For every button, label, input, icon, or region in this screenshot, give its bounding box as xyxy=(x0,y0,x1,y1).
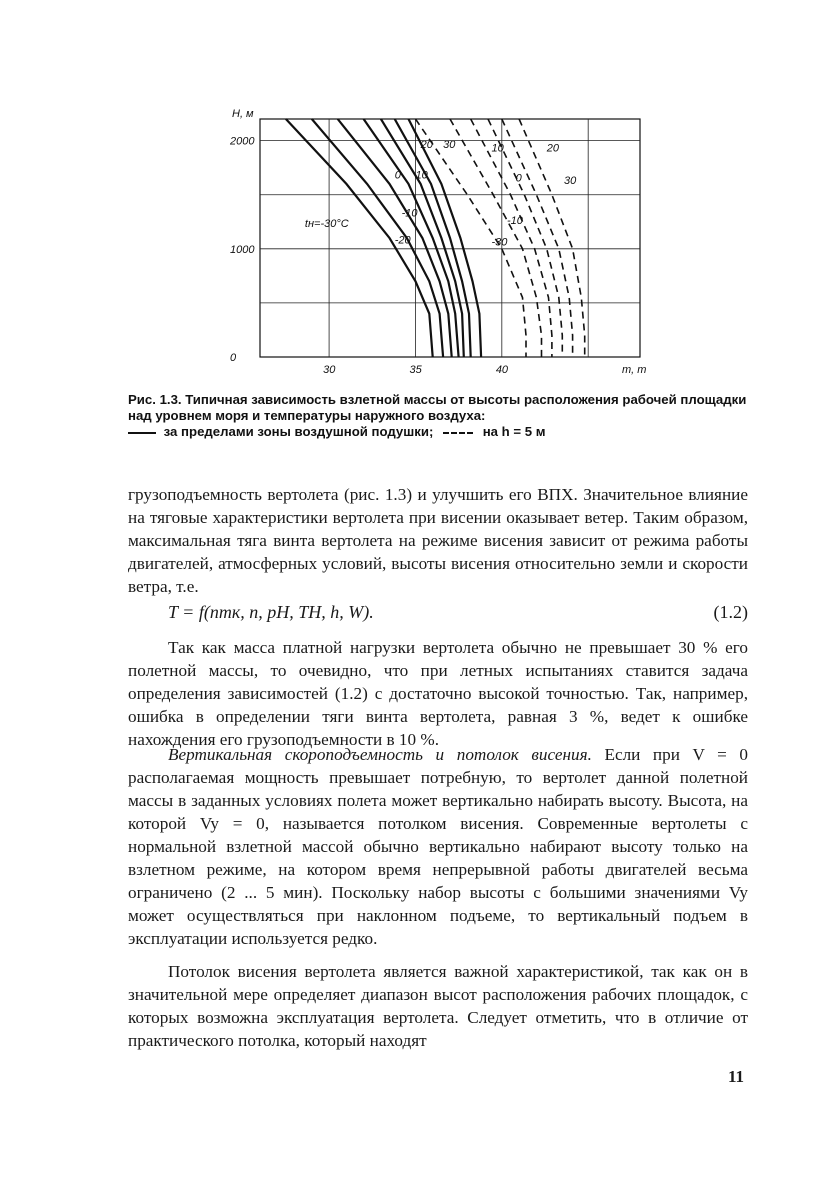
dashed-line-legend-icon xyxy=(443,432,473,434)
solid-line-legend-icon xyxy=(128,432,156,434)
paragraph-1-text: грузоподъемность вертолета (рис. 1.3) и улучшить его ВПХ. Значительное влияние на тяговые характеристики вертолета при висении оказывает ветер. Таким образом, максимальная тяга винта вертолета на режиме висения зависит от режима работы двигателей, атмосферных условий, высоты висения относительно земли и скорости ветра, т.е. xyxy=(128,485,748,596)
paragraph-1 xyxy=(128,483,748,598)
formula-number: (1.2) xyxy=(713,602,748,622)
curve-dashed-0 xyxy=(471,119,552,357)
x-tick-label: 30 xyxy=(323,364,336,376)
x-tick-label: 40 xyxy=(495,364,509,376)
formula-expression: T = f(nтк, n, pH, TH, h, W). xyxy=(168,602,374,622)
legend-solid-label: за пределами зоны воздушной подушки; xyxy=(163,424,434,439)
dashed-curve-label: -10 xyxy=(507,214,523,227)
paragraph-3-body xyxy=(128,743,748,950)
curve-dashed-20 xyxy=(502,119,573,357)
dashed-curve-label: -30 xyxy=(491,236,508,249)
solid-curve-label: -10 xyxy=(401,207,418,220)
solid-curve-label: 30 xyxy=(443,139,456,152)
chart-curves xyxy=(286,119,585,357)
y-tick-label: 0 xyxy=(230,352,237,364)
paragraph-3-text: Если при V = 0 располагаемая мощность превышает потребную, то вертолет данной полетной массы в заданных условиях полета может вертикально набирать высоту. Высота, на которой Vy = 0, называется потолком висения. Современные вертолеты с нормальной взлетной массой обычно вертикально набирают высоту только на взлетном режиме, на котором время непрерывной работы двигателей весьма ограничено (2 ... 5 мин). Поскольку набор высоты с большими значениями Vy может осуществляться при наклонном подъеме, то вертикальный подъем в эксплуатации используется редко. xyxy=(128,745,749,948)
x-tick-label: 35 xyxy=(409,364,422,376)
curve-solid--30 xyxy=(286,119,433,357)
y-axis-label: H, м xyxy=(232,108,254,120)
paragraph-2-text: Так как масса платной нагрузки вертолета обычно не превышает 30 % его полетной массы, то очевидно, что при летных испытаниях ставится задача определения зависимостей (1.2) с достаточно высокой точностью. Так, например, ошибка в определении тяги винта вертолета, равная 3 %, ведет к ошибке нахождения его грузоподъемности в 10 %. xyxy=(128,638,748,749)
solid-curve-label: 0 xyxy=(394,169,401,182)
curve-solid-0 xyxy=(364,119,459,357)
paragraph-3 xyxy=(128,743,748,950)
takeoff-mass-chart xyxy=(210,105,650,380)
y-tick-label: 1000 xyxy=(230,243,255,256)
paragraph-4 xyxy=(128,960,748,1052)
caption-title: Рис. 1.3. Типичная зависимость взлетной массы от высоты расположения рабочей площадки над уровнем моря и температуры наружного воздуха: xyxy=(128,392,747,423)
solid-curve-label: 10 xyxy=(415,169,428,182)
paragraph-4-text: Потолок висения вертолета является важной характеристикой, так как он в значительной мере определяет диапазон высот расположения рабочих площадок, с которых возможна эксплуатация вертолета. Следует отметить, что в отличие от практического потолка, который находят xyxy=(128,962,748,1050)
x-axis-label: m, т xyxy=(622,364,647,376)
solid-curve-label: -20 xyxy=(394,234,411,247)
paragraph-2 xyxy=(128,636,748,751)
y-tick-label: 2000 xyxy=(230,135,255,148)
solid-curve-label: 20 xyxy=(420,139,433,152)
caption-legend xyxy=(128,424,748,440)
paragraph-3-heading: Вертикальная скороподъемность и потолок висения. xyxy=(168,745,592,764)
dashed-curve-label: 20 xyxy=(546,142,559,155)
temperature-label: tн=-30°C xyxy=(304,218,349,231)
legend-dashed-label: на h = 5 м xyxy=(482,424,546,439)
dashed-curve-label: 30 xyxy=(564,174,577,187)
figure-caption xyxy=(128,392,748,440)
chart-labels xyxy=(229,108,646,376)
page-number: 11 xyxy=(727,1067,744,1086)
dashed-curve-label: 0 xyxy=(515,172,522,185)
dashed-curve-label: 10 xyxy=(491,142,504,155)
